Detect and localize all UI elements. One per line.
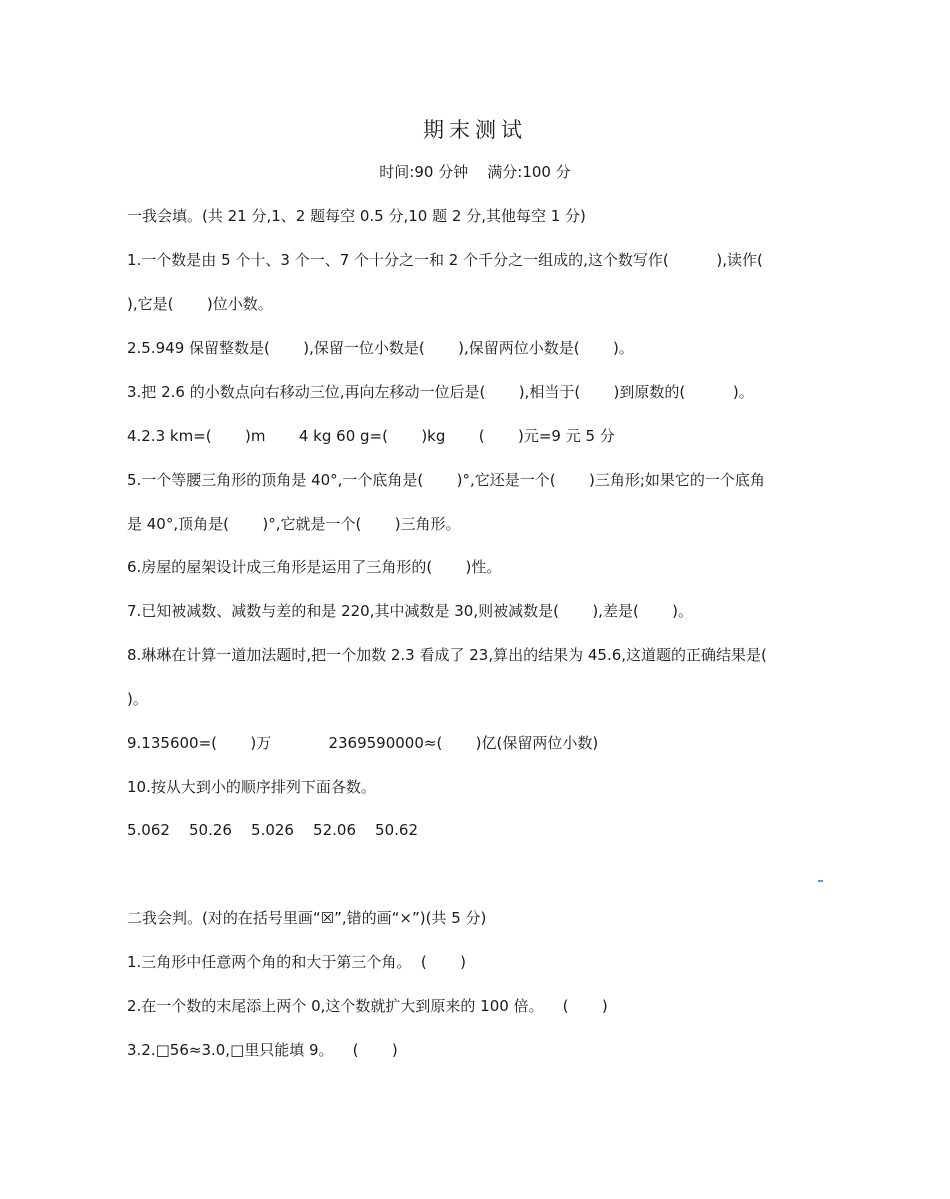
question-1-line-1: 1.一个数是由 5 个十、3 个一、7 个十分之一和 2 个千分之一组成的,这个数写作( ),读作( (127, 251, 763, 269)
question-8-line-1: 8.琳琳在计算一道加法题时,把一个加数 2.3 看成了 23,算出的结果为 45.6,这道题的正确结果是( (127, 646, 767, 664)
question-4: 4.2.3 km=( )m 4 kg 60 g=( )kg ( )元=9 元 5 分 (127, 427, 615, 445)
question-6: 6.房屋的屋架设计成三角形是运用了三角形的( )性。 (127, 558, 502, 576)
section2-header: 二我会判。(对的在括号里画“☒”,错的画“×”)(共 5 分) (127, 909, 487, 927)
question-3: 3.把 2.6 的小数点向右移动三位,再向左移动一位后是( ),相当于( )到原数的( )。 (127, 383, 754, 401)
judge-question-1: 1.三角形中任意两个角的和大于第三个角。 ( ) (127, 953, 466, 971)
question-9: 9.135600=( )万 2369590000≈( )亿(保留两位小数) (127, 734, 599, 752)
question-5-line-1: 5.一个等腰三角形的顶角是 40°,一个底角是( )°,它还是一个( )三角形;如果它的一个底角 (127, 471, 765, 489)
question-8-line-2: )。 (127, 690, 148, 708)
exam-info: 时间:90 分钟 满分:100 分 (379, 163, 571, 181)
question-1-line-2: ),它是( )位小数。 (127, 295, 273, 313)
question-10: 10.按从大到小的顺序排列下面各数。 (127, 778, 376, 796)
question-2: 2.5.949 保留整数是( ),保留一位小数是( ),保留两位小数是( )。 (127, 339, 634, 357)
question-5-line-2: 是 40°,顶角是( )°,它就是一个( )三角形。 (127, 515, 461, 533)
section1-header: 一我会填。(共 21 分,1、2 题每空 0.5 分,10 题 2 分,其他每空 1 分) (127, 207, 586, 225)
page-title: 期末测试 (423, 118, 527, 142)
judge-question-2: 2.在一个数的末尾添上两个 0,这个数就扩大到原来的 100 倍。 ( ) (127, 997, 608, 1015)
stray-mark (818, 880, 823, 882)
question-7: 7.已知被减数、减数与差的和是 220,其中减数是 30,则被减数是( ),差是( )。 (127, 602, 694, 620)
question-10-numbers: 5.062 50.26 5.026 52.06 50.62 (127, 821, 418, 839)
judge-question-3: 3.2.□56≈3.0,□里只能填 9。 ( ) (127, 1041, 398, 1059)
